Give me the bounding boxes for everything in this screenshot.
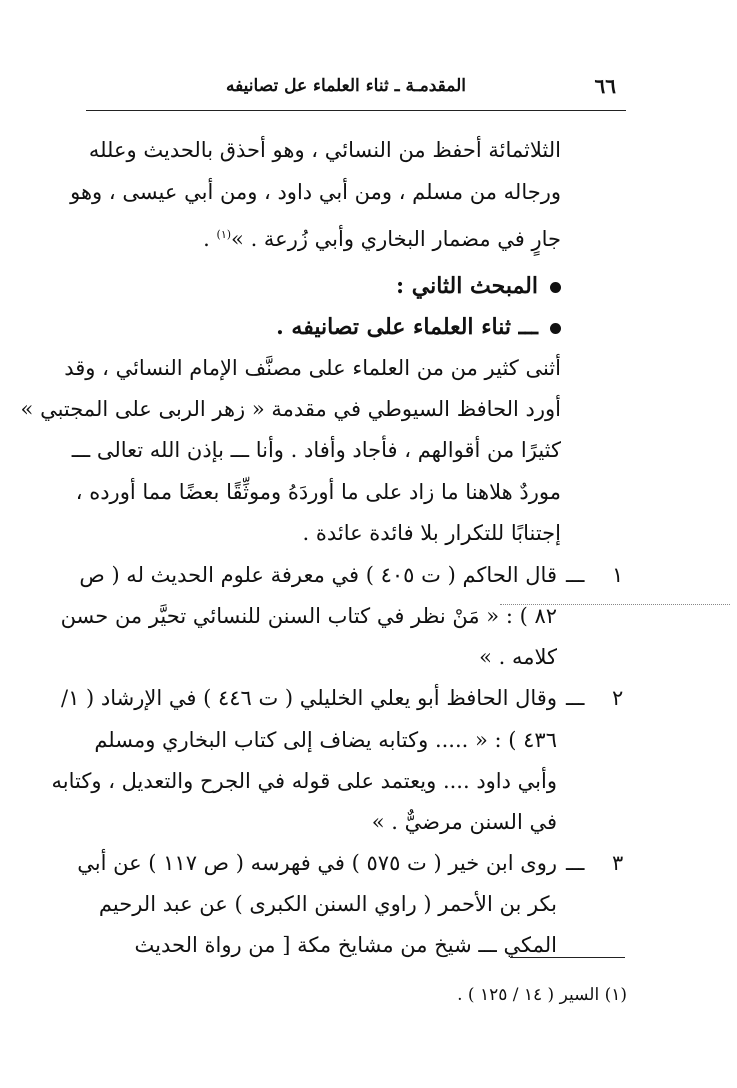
body-line: كثيرًا من أقوالهم ، فأجاد وأفاد . وأنا ـــ بإذن الله تعالى ـــ [71,438,561,462]
item-line: وقال الحافظ أبو يعلي الخليلي ( ت ٤٤٦ ) في الإرشاد ( ١/ [61,686,557,710]
body-line: ورجاله من مسلم ، ومن أبي داود ، ومن أبي عيسى ، وهو [70,180,561,204]
body-line: الثلاثمائة أحفظ من النسائي ، وهو أحذق بالحديث وعلله [88,138,561,162]
item-number: ١ [612,563,624,587]
item-dash: ـــ [566,563,585,587]
item-number: ٣ [612,851,624,875]
item-line: وأبي داود .... ويعتمد على قوله في الجرح والتعديل ، وكتابه [51,769,557,793]
body-line [176,215,561,255]
item-dash: ـــ [566,851,585,875]
item-line: كلامه . » [479,645,557,669]
body-line: أثنى كثير من من العلماء على مصنَّف الإمام النسائي ، وقد [64,356,561,380]
body-line: أورد الحافظ السيوطي في مقدمة « زهر الربى على المجتبي » [20,397,561,421]
header-rule [86,110,626,111]
item-line: في السنن مرضيٌّ . » [371,810,557,834]
body-line: موردٌ هلاهنا ما زاد على ما أوردَهُ وموثِّقًا بعضًا مما أورده ، [75,480,561,504]
page-header [86,74,626,108]
section-heading [396,266,561,306]
body-text: جارٍ في مضمار البخاري وأبي زُرعة . » [231,227,561,251]
item-line: المكي ـــ شيخ من مشايخ مكة [ من رواة الحديث [134,933,557,957]
section-subheading-text: ـــ ثناء العلماء على تصانيفه . [276,314,538,340]
page-number: ٦٦ [594,74,616,98]
item-number: ٢ [612,686,624,710]
item-line: ٨٢ ) : « مَنْ نظر في كتاب السنن للنسائي تحيَّر من حسن [60,604,557,628]
running-title: المقدمـة ـ ثناء العلماء عل تصانيفه [225,76,466,96]
footnote-ref: (١) [216,228,232,241]
bullet-icon [550,323,561,334]
footnote: (١) السير ( ١٤ / ١٢٥ ) . [457,985,627,1005]
item-line: روى ابن خير ( ت ٥٧٥ ) في فهرسه ( ص ١١٧ ) عن أبي [77,851,557,875]
footnote-rule [510,957,625,958]
body-text: . [203,227,217,251]
item-dash: ـــ [566,686,585,710]
section-heading-text: المبحث الثاني : [395,273,538,299]
item-line: قال الحاكم ( ت ٤٠٥ ) في معرفة علوم الحديث له ( ص [79,563,557,587]
bullet-icon [550,282,561,293]
item-line: ٤٣٦ ) : « ..... وكتابه يضاف إلى كتاب البخاري ومسلم [94,728,557,752]
section-subheading [276,307,561,347]
dotted-stroke [500,604,730,605]
body-line: إجتنابًا للتكرار بلا فائدة عائدة . [302,521,561,545]
item-line: بكر بن الأحمر ( راوي السنن الكبرى ) عن عبد الرحيم [98,892,557,916]
